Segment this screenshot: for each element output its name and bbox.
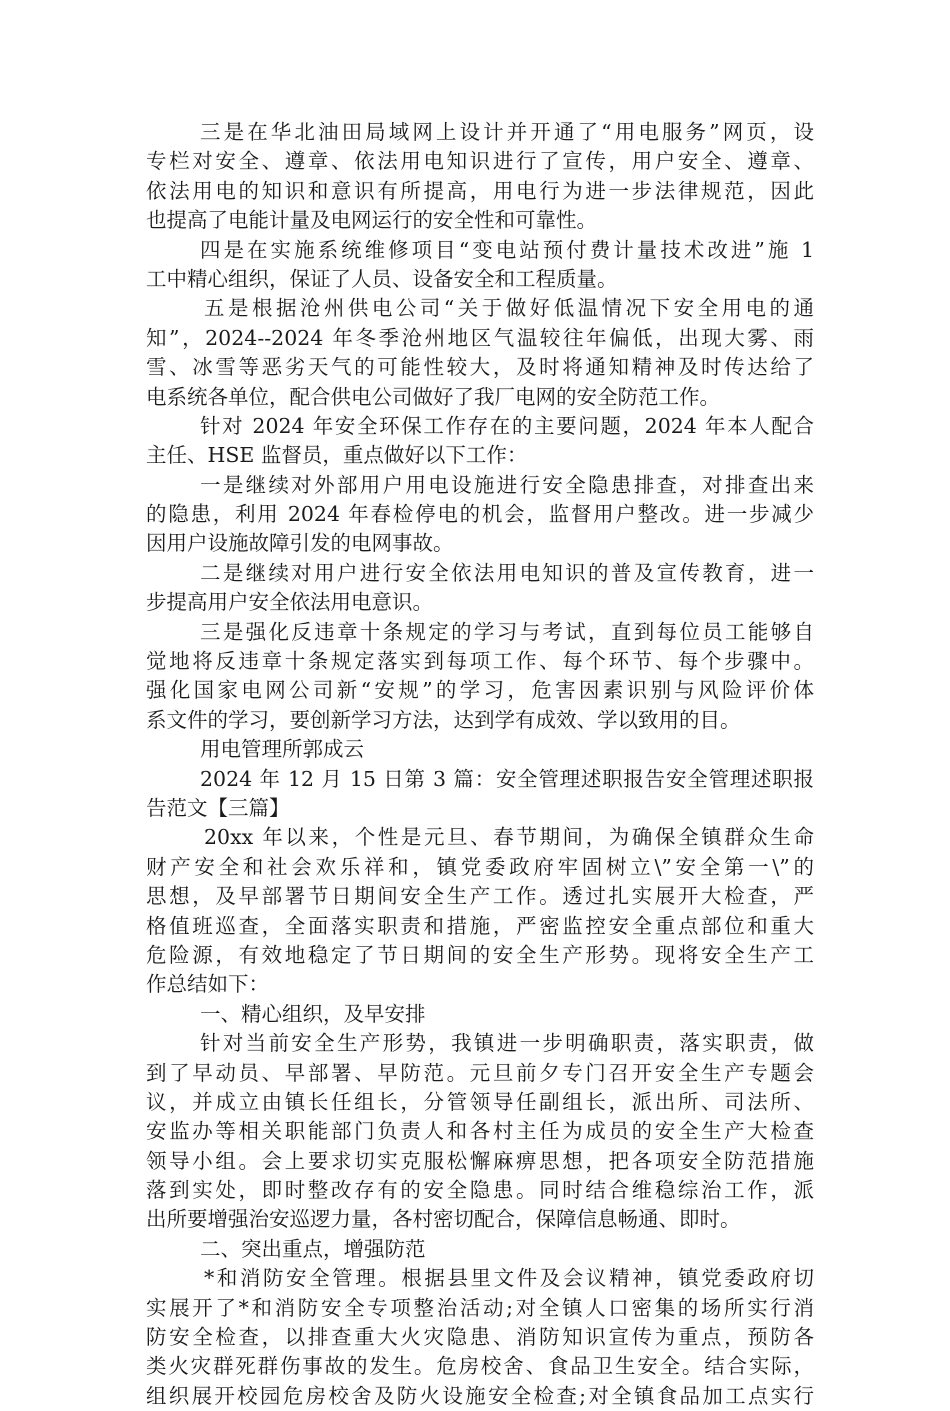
- text-line: 工中精心组织，保证了人员、设备安全和工程质量。: [146, 266, 618, 291]
- text-line: 用电管理所郭成云: [200, 737, 364, 762]
- text-line: 类火灾群死群伤事故的发生。危房校舍、食品卫生安全。结合实际，: [146, 1354, 814, 1379]
- text-line: 针对当前安全生产形势，我镇进一步明确职责，落实职责，做: [200, 1031, 814, 1056]
- text-line: 专栏对安全、遵章、依法用电知识进行了宣传，用户安全、遵章、: [146, 149, 814, 174]
- text-line: 一、精心组织，及早安排: [200, 1001, 426, 1026]
- text-line: 20xx 年以来，个性是元旦、春节期间，为确保全镇群众生命: [204, 825, 814, 850]
- text-line: 主任、HSE 监督员，重点做好以下工作：: [146, 443, 528, 468]
- text-line: 2024 年 12 月 15 日第 3 篇：安全管理述职报告安全管理述职报: [200, 766, 814, 791]
- text-line: *和消防安全管理。根据县里文件及会议精神，镇党委政府切: [204, 1266, 814, 1291]
- text-line: 思想，及早部署节日期间安全生产工作。透过扎实展开大检查，严: [146, 884, 814, 909]
- text-line: 因用户设施故障引发的电网事故。: [146, 531, 454, 556]
- text-line: 知”，2024--2024 年冬季沧州地区气温较往年偏低，出现大雾、雨: [146, 325, 814, 350]
- text-line: 财产安全和社会欢乐祥和，镇党委政府牢固树立\”安全第一\”的: [146, 854, 814, 879]
- text-line: 危险源，有效地稳定了节日期间的安全生产形势。现将安全生产工: [146, 942, 814, 967]
- text-line: 落到实处，即时整改存有的安全隐患。同时结合维稳综治工作，派: [146, 1178, 814, 1203]
- text-line: 也提高了电能计量及电网运行的安全性和可靠性。: [146, 208, 597, 233]
- text-line: 依法用电的知识和意识有所提高，用电行为进一步法律规范，因此: [146, 178, 814, 203]
- text-line: 五是根据沧州供电公司“关于做好低温情况下安全用电的通: [204, 296, 814, 321]
- text-line: 觉地将反违章十条规定落实到每项工作、每个环节、每个步骤中。: [146, 649, 814, 674]
- text-line: 电系统各单位，配合供电公司做好了我厂电网的安全防范工作。: [146, 384, 720, 409]
- text-line: 雪、冰雪等恶劣天气的可能性较大，及时将通知精神及时传达给了: [146, 355, 814, 380]
- text-line: 组织展开校园危房校舍及防火设施安全检查;对全镇食品加工点实行: [146, 1383, 814, 1408]
- text-line: 到了早动员、早部署、早防范。元旦前夕专门召开安全生产专题会: [146, 1060, 814, 1085]
- document-body: [146, 118, 814, 1411]
- text-line: 的隐患，利用 2024 年春检停电的机会，监督用户整改。进一步减少: [146, 502, 814, 527]
- text-line: 四是在实施系统维修项目“变电站预付费计量技术改进”施 1: [200, 237, 814, 262]
- text-line: 三是强化反违章十条规定的学习与考试，直到每位员工能够自: [200, 619, 814, 644]
- text-line: 安监办等相关职能部门负责人和各村主任为成员的安全生产大检查: [146, 1119, 814, 1144]
- text-line: 系文件的学习，要创新学习方法，达到学有成效、学以致用的目。: [146, 707, 741, 732]
- text-line: 议，并成立由镇长任组长，分管领导任副组长，派出所、司法所、: [146, 1089, 814, 1114]
- text-line: 作总结如下：: [146, 972, 269, 997]
- text-line: 三是在华北油田局域网上设计并开通了“用电服务”网页，设: [200, 120, 814, 144]
- text-line: 领导小组。会上要求切实克服松懈麻痹思想，把各项安全防范措施: [146, 1148, 814, 1173]
- text-line: 格值班巡查，全面落实职责和措施，严密监控安全重点部位和重大: [146, 913, 814, 938]
- text-line: 出所要增强治安巡逻力量，各村密切配合，保障信息畅通、即时。: [146, 1207, 741, 1232]
- text-line: 防安全检查，以排查重大火灾隐患、消防知识宣传为重点，预防各: [146, 1325, 814, 1350]
- text-line: 告范文【三篇】: [146, 795, 290, 820]
- text-line: 强化国家电网公司新“安规”的学习，危害因素识别与风险评价体: [146, 678, 814, 703]
- text-line: 实展开了*和消防安全专项整治活动;对全镇人口密集的场所实行消: [146, 1295, 814, 1320]
- text-line: 针对 2024 年安全环保工作存在的主要问题，2024 年本人配合: [200, 413, 814, 438]
- text-line: 一是继续对外部用户用电设施进行安全隐患排查，对排查出来: [200, 472, 814, 497]
- text-line: 二、突出重点，增强防范: [200, 1236, 426, 1261]
- text-line: 二是继续对用户进行安全依法用电知识的普及宣传教育，进一: [200, 560, 814, 585]
- text-line: 步提高用户安全依法用电意识。: [146, 590, 433, 615]
